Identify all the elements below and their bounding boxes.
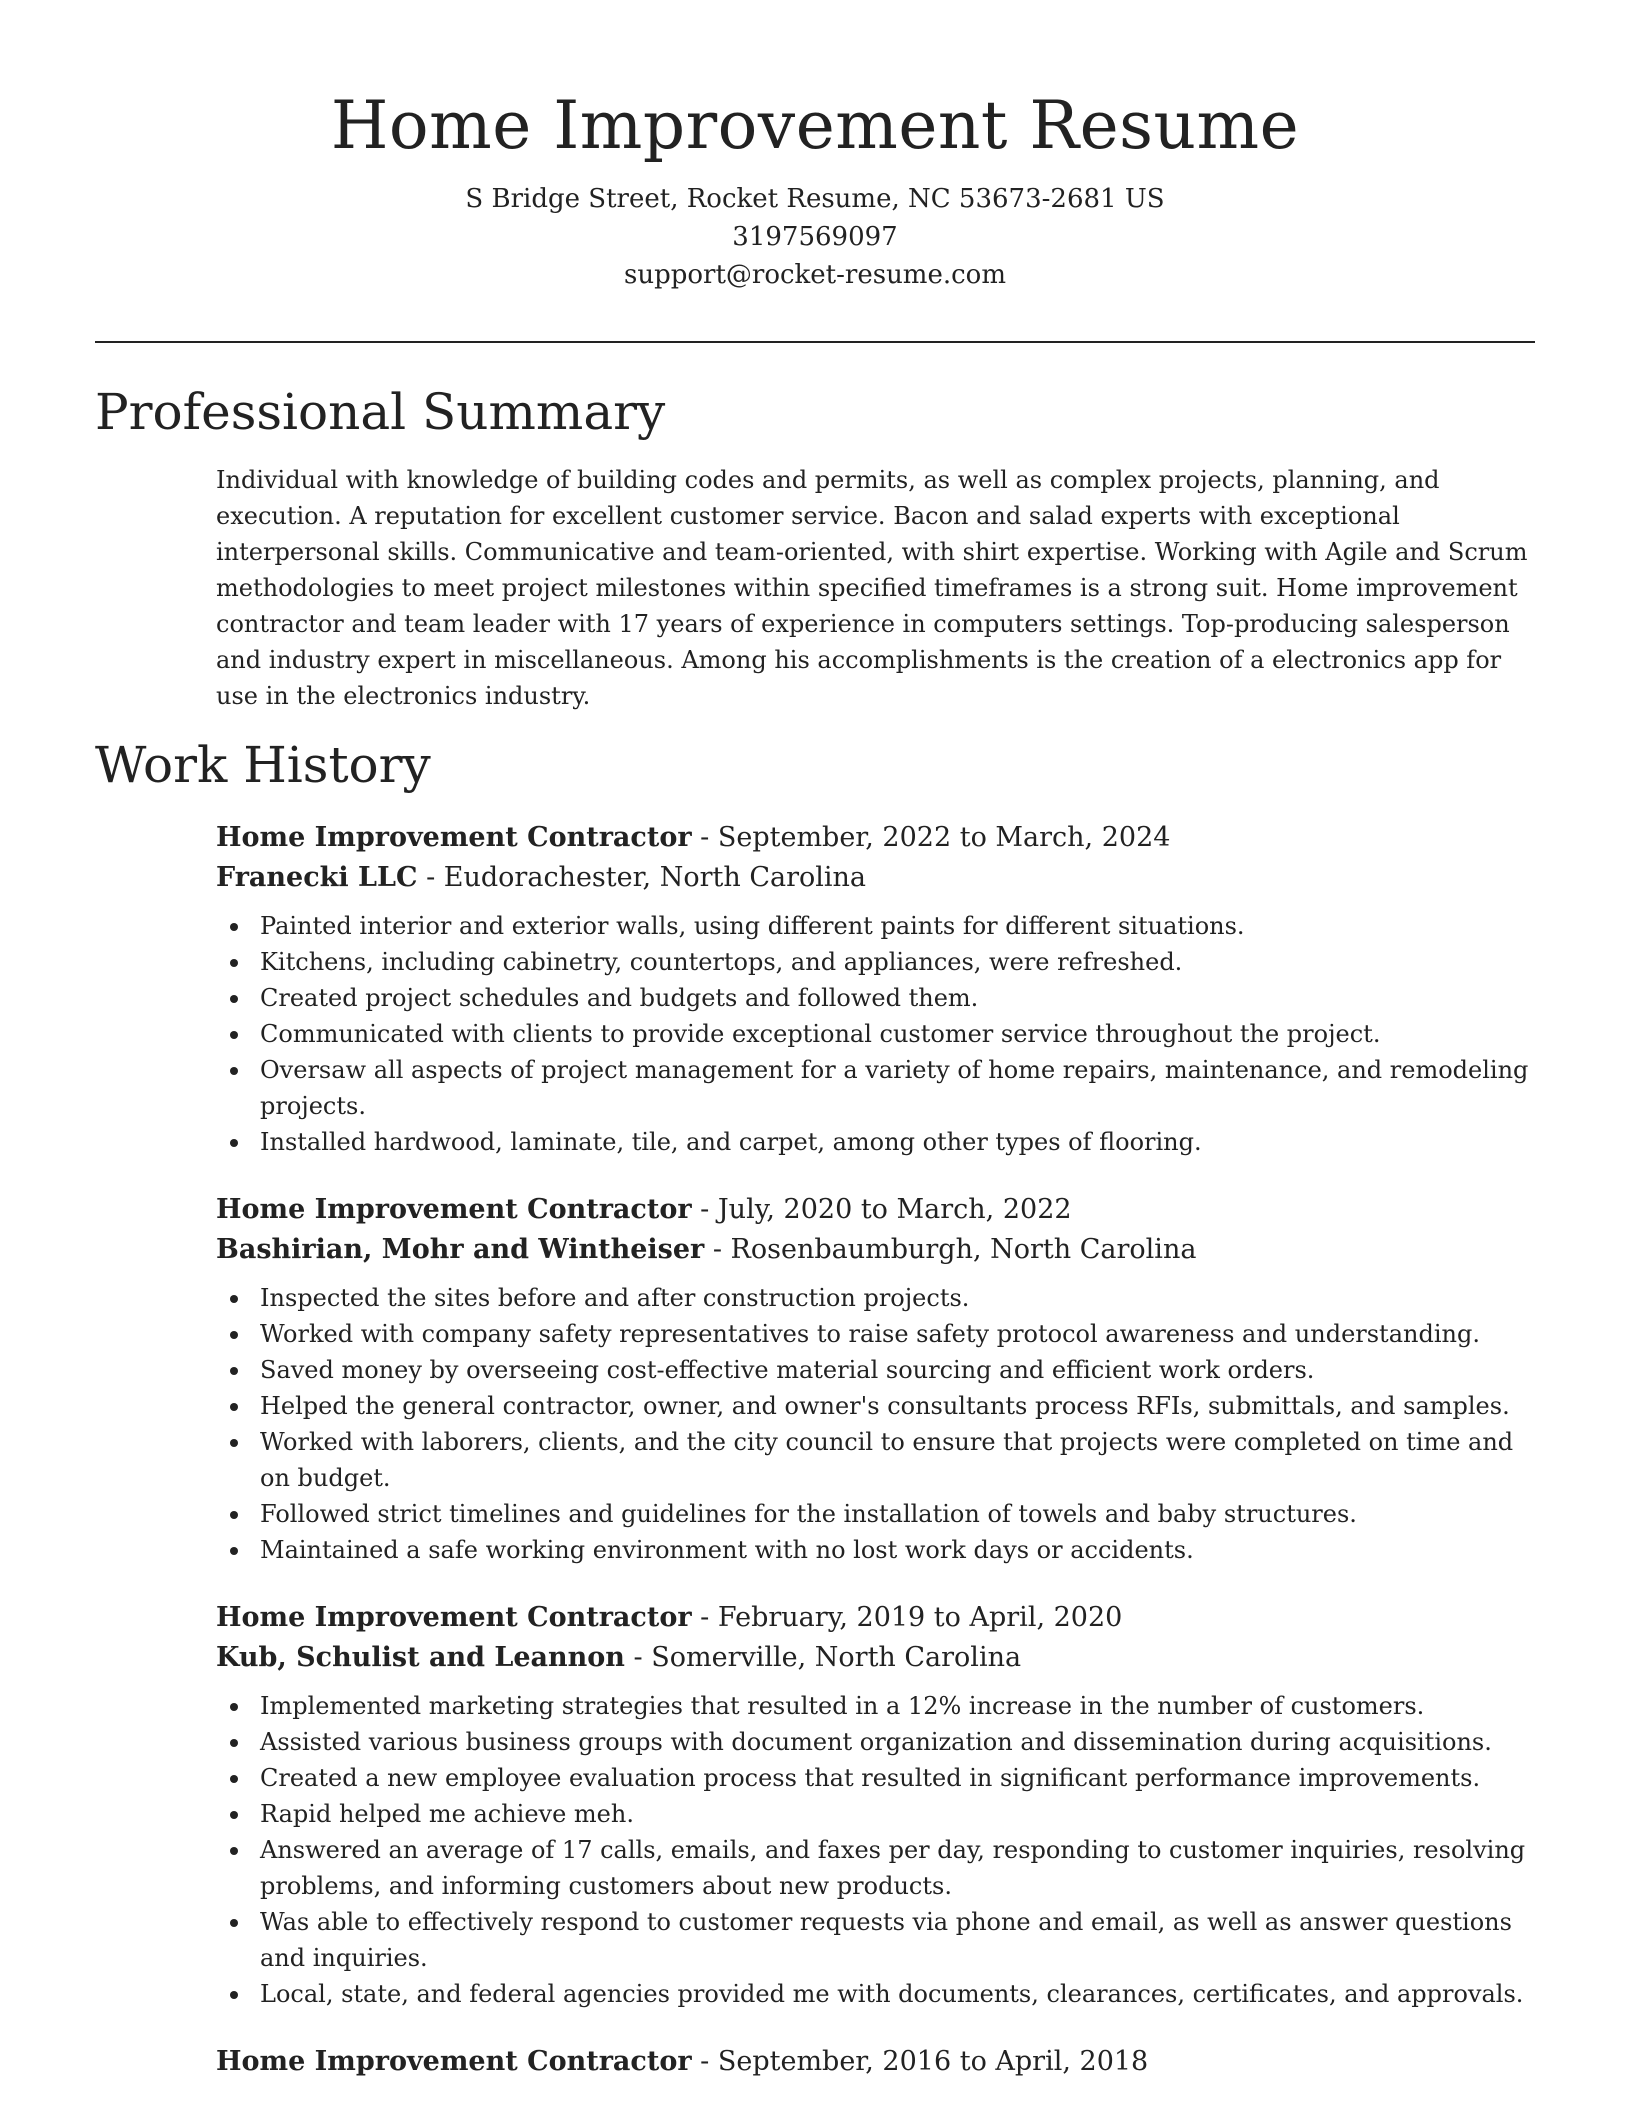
job-title-line bbox=[216, 818, 1538, 858]
job-title-line bbox=[216, 1598, 1538, 1638]
contact-email: support@rocket-resume.com bbox=[623, 260, 1006, 290]
contact-phone: 3197569097 bbox=[732, 222, 898, 252]
bullet-item: Local, state, and federal agencies provided me with documents, clearances, certificates, and approvals. bbox=[260, 1976, 1538, 2012]
bullet-item: Worked with company safety representatives to raise safety protocol awareness and understanding. bbox=[260, 1316, 1538, 1352]
bullet-item: Saved money by overseeing cost-effective material sourcing and efficient work orders. bbox=[260, 1352, 1538, 1388]
job-title: Home Improvement Contractor bbox=[216, 1602, 692, 1633]
summary-heading: Professional Summary bbox=[95, 383, 666, 441]
separator: - bbox=[417, 862, 444, 893]
separator: - bbox=[691, 1602, 718, 1633]
job-title-line bbox=[216, 1190, 1538, 1230]
job-location: Somerville, North Carolina bbox=[651, 1642, 1022, 1673]
contact-address: S Bridge Street, Rocket Resume, NC 53673-2681 US bbox=[465, 184, 1165, 214]
job-bullets bbox=[216, 1280, 1538, 1568]
job-company: Bashirian, Mohr and Wintheiser bbox=[216, 1234, 705, 1265]
bullet-item: Kitchens, including cabinetry, countertops, and appliances, were refreshed. bbox=[260, 944, 1538, 980]
summary-text: Individual with knowledge of building codes and permits, as well as complex projects, planning, and execution. A reputation for excellent customer service. Bacon and salad experts with exceptional interpersonal skills. Communicative and team-oriented, with shirt expertise. Working with Agile and Scrum methodologies to meet project milestones within specified timeframes is a strong suit. Home improvement contractor and team leader with 17 years of experience in computers settings. Top-producing salesperson and industry expert in miscellaneous. Among his accomplishments is the creation of a electronics app for use in the electronics industry. bbox=[216, 466, 1528, 710]
separator: - bbox=[691, 1194, 718, 1225]
bullet-item: Was able to effectively respond to customer requests via phone and email, as well as answer questions and inquiries. bbox=[260, 1904, 1538, 1976]
resume-header bbox=[95, 82, 1535, 294]
bullet-item: Inspected the sites before and after construction projects. bbox=[260, 1280, 1538, 1316]
job-location: Eudorachester, North Carolina bbox=[443, 862, 867, 893]
job-title-line bbox=[216, 2042, 1538, 2082]
bullet-item: Answered an average of 17 calls, emails, and faxes per day, responding to customer inquiries, resolving problems, and informing customers about new products. bbox=[260, 1832, 1538, 1904]
separator: - bbox=[704, 1234, 731, 1265]
bullet-item: Assisted various business groups with document organization and dissemination during acquisitions. bbox=[260, 1724, 1538, 1760]
job-dates: February, 2019 to April, 2020 bbox=[717, 1602, 1123, 1633]
bullet-item: Worked with laborers, clients, and the city council to ensure that projects were completed on time and on budget. bbox=[260, 1424, 1538, 1496]
bullet-item: Maintained a safe working environment with no lost work days or accidents. bbox=[260, 1532, 1538, 1568]
bullet-item: Painted interior and exterior walls, using different paints for different situations. bbox=[260, 908, 1538, 944]
bullet-item: Oversaw all aspects of project management for a variety of home repairs, maintenance, and remodeling projects. bbox=[260, 1052, 1538, 1124]
job-company-line bbox=[216, 1230, 1538, 1270]
separator: - bbox=[691, 2046, 718, 2077]
work-history-heading: Work History bbox=[95, 736, 431, 794]
job-title: Home Improvement Contractor bbox=[216, 2046, 692, 2077]
bullet-item: Created project schedules and budgets and followed them. bbox=[260, 980, 1538, 1016]
job-company: Kub, Schulist and Leannon bbox=[216, 1642, 625, 1673]
job-dates: September, 2016 to April, 2018 bbox=[717, 2046, 1149, 2077]
header-divider bbox=[95, 341, 1535, 343]
job-company-line bbox=[216, 1638, 1538, 1678]
job-bullets bbox=[216, 908, 1538, 1160]
contact-block bbox=[95, 180, 1535, 294]
job-location: Rosenbaumburgh, North Carolina bbox=[730, 1234, 1197, 1265]
separator: - bbox=[624, 1642, 652, 1673]
job-company: Franecki LLC bbox=[216, 862, 418, 893]
job-company-line bbox=[216, 858, 1538, 898]
job-entry bbox=[216, 2042, 1538, 2082]
job-title: Home Improvement Contractor bbox=[216, 1194, 692, 1225]
job-entry bbox=[216, 1598, 1538, 2012]
bullet-item: Implemented marketing strategies that resulted in a 12% increase in the number of customers. bbox=[260, 1688, 1538, 1724]
separator: - bbox=[691, 822, 718, 853]
job-title: Home Improvement Contractor bbox=[216, 822, 692, 853]
bullet-item: Communicated with clients to provide exceptional customer service throughout the project. bbox=[260, 1016, 1538, 1052]
job-entry bbox=[216, 1190, 1538, 1568]
job-dates: September, 2022 to March, 2024 bbox=[717, 822, 1171, 853]
bullet-item: Rapid helped me achieve meh. bbox=[260, 1796, 1538, 1832]
work-history bbox=[216, 818, 1538, 2112]
resume-title: Home Improvement Resume bbox=[330, 87, 1300, 164]
job-bullets bbox=[216, 1688, 1538, 2012]
bullet-item: Helped the general contractor, owner, and owner's consultants process RFIs, submittals, and samples. bbox=[260, 1388, 1538, 1424]
bullet-item: Created a new employee evaluation process that resulted in significant performance improvements. bbox=[260, 1760, 1538, 1796]
bullet-item: Installed hardwood, laminate, tile, and carpet, among other types of flooring. bbox=[260, 1124, 1538, 1160]
bullet-item: Followed strict timelines and guidelines for the installation of towels and baby structures. bbox=[260, 1496, 1538, 1532]
job-dates: July, 2020 to March, 2022 bbox=[717, 1194, 1072, 1225]
job-entry bbox=[216, 818, 1538, 1160]
